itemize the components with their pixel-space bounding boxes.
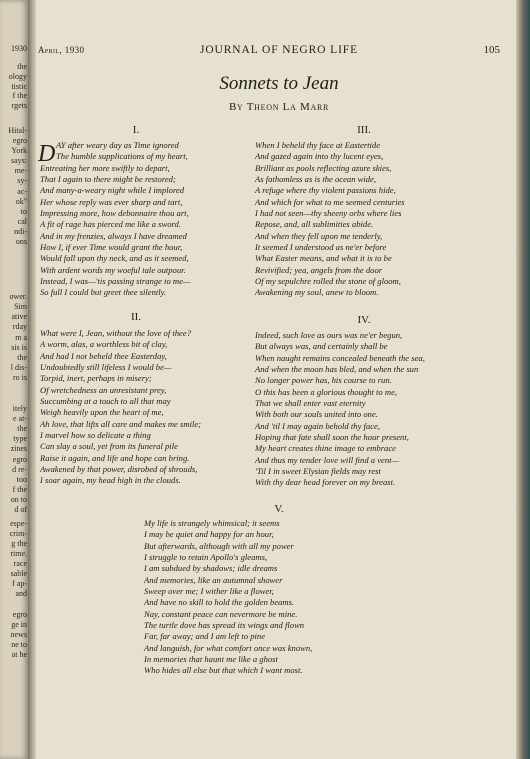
poem-line: Awakening my soul, anew to bloom. — [255, 287, 379, 298]
journal-name: JOURNAL OF NEGRO LIFE — [199, 44, 359, 56]
poem-line: And many-a-weary night while I implored — [40, 185, 185, 196]
margin-fragment: ge in — [11, 620, 27, 629]
poem-line: With ardent words my woeful tale outpour. — [40, 264, 186, 275]
adjacent-page-strip — [0, 0, 28, 759]
poem-line: And 'til I may again behold thy face, — [255, 420, 380, 431]
margin-fragment: sis is — [11, 343, 27, 352]
margin-fragment: l dis- — [10, 363, 27, 372]
margin-fragment: g the — [11, 539, 27, 548]
poem-line: Nay, constant peace can nevermore be mine. — [144, 608, 298, 619]
poem-line: A refuge where thy violent passions hide, — [255, 185, 396, 196]
sonnet-1-text — [40, 140, 191, 299]
margin-fragment: says: — [11, 156, 27, 165]
byline: By Theon La Marr — [228, 101, 330, 113]
poem-line: I had not seen—thy sheeny orbs where lies — [255, 208, 402, 219]
poem-line: Can slay a soul, yet from its funeral pile — [40, 441, 178, 452]
poem-line: And when they fell upon me tenderly, — [255, 230, 383, 241]
poem-line: With thy dear head forever on my breast. — [255, 477, 396, 488]
poem-line: A fit of rage has pierced me like a sword. — [40, 219, 181, 230]
poem-line: My life is strangely whimsical; it seems — [144, 518, 280, 528]
poem-line: How I, if ever Time would grant the hour, — [40, 242, 183, 253]
poem-line: And in my frenzies, always I have dreamed — [40, 230, 187, 241]
poem-line: Awakened by that power, disrobed of shrouds, — [40, 464, 198, 475]
sonnet-5-text — [144, 518, 312, 677]
sonnet-3-numeral: III. — [357, 124, 371, 136]
margin-fragment: espe- — [10, 519, 27, 528]
running-head — [36, 44, 522, 58]
margin-fragment: ro is — [13, 373, 27, 382]
margin-fragment: ative — [11, 312, 27, 321]
margin-fragment: Sim — [14, 302, 27, 311]
margin-fragment: Hital- — [8, 126, 27, 135]
poem-line: I may be quiet and happy for an hour, — [144, 529, 274, 540]
poem-line: And thus my tender love will find a vent— — [255, 454, 400, 465]
margin-fragment: me- — [14, 166, 27, 175]
margin-fragment: egro — [12, 610, 27, 619]
sonnet-1-numeral: I. — [132, 124, 140, 136]
poem-line: Sweep over me; I wither like a flower, — [144, 586, 274, 597]
poem-line: Instead, I was—'tis passing strange to me— — [40, 276, 191, 287]
margin-fragment: m a — [15, 333, 27, 342]
margin-fragment: f the — [12, 91, 27, 100]
poem-line: Revivified; yea, angels from the door — [255, 264, 383, 275]
sonnet-4-numeral: IV. — [357, 314, 371, 326]
poem-line: And when the moon has bled, and when the sun — [255, 364, 419, 375]
journal-page — [36, 0, 522, 759]
poem-line: Far, far away; and I am left to pine — [144, 631, 266, 642]
poem-line: And memories, like an autumnal shower — [144, 574, 283, 585]
margin-fragment: crim- — [9, 529, 27, 538]
poem-line: But always was, and certainly shall be — [255, 341, 388, 352]
margin-fragment: ons — [15, 237, 27, 246]
margin-fragment: ology — [8, 72, 27, 81]
cover-edge — [516, 0, 530, 759]
poem-line: What Easter means, and what it is to be — [255, 253, 392, 264]
poem-line: I soar again, my head high in the clouds. — [40, 475, 181, 486]
margin-fragment: 1930 — [11, 44, 27, 53]
margin-fragment: ok" — [15, 197, 27, 206]
poem-line: And have no skill to hold the golden beams. — [144, 597, 295, 608]
margin-fragment: ac- — [17, 187, 27, 196]
poem-line: The turtle dove has spread its wings and flown — [144, 620, 305, 631]
poem-line: 'Til I in sweet Elysian fields may rest — [255, 466, 381, 477]
margin-fragment: on to — [10, 495, 27, 504]
margin-fragment: ne to — [11, 640, 27, 649]
poem-line: Would fall upon thy neck, and as it seemed, — [40, 253, 189, 264]
poem-line: O this has been a glorious thought to me, — [255, 386, 398, 397]
poem-line: Of my sepulchre rolled the stone of gloom, — [255, 276, 401, 287]
margin-fragment: the — [17, 62, 27, 71]
poem-line: In memories that haunt me like a ghost — [144, 654, 278, 665]
margin-fragment: d of — [14, 505, 27, 514]
margin-fragment: race — [13, 559, 27, 568]
margin-fragment: sy- — [17, 176, 27, 185]
margin-fragment: the — [17, 424, 27, 433]
poem-line: Brilliant as pools reflecting azure skies, — [255, 162, 392, 173]
margin-fragment: ower. — [9, 292, 27, 301]
poem-line: When I beheld thy face at Eastertide — [255, 140, 381, 150]
poem-line: Entreating her more swiftly to depart, — [40, 162, 170, 173]
poem-line: Weigh heavily upon the heart of me, — [40, 407, 164, 418]
poem-line: Ah love, that lifts all care and makes me smile; — [40, 418, 202, 429]
page-number: 105 — [483, 44, 500, 56]
margin-fragment: rday — [12, 322, 27, 331]
poem-line: As fathomless as is the ocean wide, — [255, 174, 377, 185]
margin-fragment: rgets — [11, 101, 27, 110]
sonnet-2-text — [40, 328, 201, 487]
margin-fragment: e at- — [13, 414, 27, 423]
margin-fragment: d re- — [12, 465, 27, 474]
poem-line: I marvel how so delicate a thing — [40, 430, 151, 441]
margin-fragment: type — [13, 434, 27, 443]
margin-fragment: zines — [10, 444, 27, 453]
margin-fragment: at he — [11, 650, 27, 659]
margin-fragment: itely — [12, 404, 27, 413]
poem-line: The humble supplications of my heart, — [56, 151, 188, 162]
margin-fragment: the — [17, 353, 27, 362]
poem-line: Of wretchedness an unresistant prey, — [40, 384, 167, 395]
poem-line: A worm, alas, a worthless bit of clay, — [40, 339, 168, 350]
poem-line: Undoubtedly still lifeless I would be— — [40, 362, 172, 373]
poem-line: That we shall enter vast eternity — [255, 398, 366, 409]
poem-line: I am subdued by shadows; idle dreams — [144, 563, 278, 574]
poem-line: My heart creates thine image to embrace — [255, 443, 396, 454]
margin-fragment: ndi- — [14, 227, 27, 236]
sonnet-1-dropcap: D — [38, 141, 56, 167]
poem-line: Succumbing at a touch to all that may — [40, 396, 171, 407]
poem-line: Torpid, inert, perhaps in misery; — [40, 373, 152, 384]
margin-fragment: York — [11, 146, 27, 155]
poem-line: No longer power has, his course to run. — [255, 375, 392, 386]
poem-line: It seemed I understood as ne'er before — [255, 242, 387, 253]
sonnet-2-numeral: II. — [130, 311, 142, 323]
margin-fragment: egro — [12, 136, 27, 145]
poem-line: And which for what to me seemed centuries — [255, 196, 405, 207]
sonnet-5-numeral: V. — [274, 503, 284, 515]
margin-fragment: egro — [12, 455, 27, 464]
book-gutter — [28, 0, 36, 759]
margin-fragment: f ap- — [12, 579, 27, 588]
margin-fragment: cal — [17, 217, 27, 226]
margin-fragment: tistic — [11, 82, 27, 91]
margin-fragment: f the — [12, 485, 27, 494]
issue-date: April, 1930 — [38, 45, 85, 55]
poem-line: Her whose reply was ever sharp and tart, — [40, 196, 183, 207]
margin-fragment: and — [15, 589, 27, 598]
poem-line: But afterwards, although with all my power — [144, 540, 294, 551]
poem-line: I struggle to retain Apollo's gleams, — [144, 552, 268, 563]
margin-fragment: news — [10, 630, 27, 639]
margin-fragment: to — [20, 207, 27, 216]
poem-line: And languish, for what comfort once was known, — [144, 642, 313, 653]
sonnet-4-text — [255, 330, 425, 489]
poem-line: Impressing more, how debonnaire thou art, — [40, 208, 189, 219]
margin-fragment: too — [16, 475, 27, 484]
poem-line: When naught remains concealed beneath the sea, — [255, 352, 425, 363]
poem-line: Hoping that fate shall soon the hour present, — [255, 432, 409, 443]
poem-line: And gazed again into thy lucent eyes, — [255, 151, 384, 162]
poem-line: Raise it again, and life and hope can bring. — [40, 452, 190, 463]
poem-line: With both our souls united into one. — [255, 409, 378, 420]
poem-line: So full I could but greet thee silently. — [40, 287, 167, 298]
sonnet-3-text — [255, 140, 405, 299]
poem-line: That I again to there might be restored; — [40, 174, 176, 185]
margin-fragment: sable — [10, 569, 27, 578]
poem-line: Repose, and, all sublimities abide. — [255, 219, 374, 230]
poem-line: Who hides all else but that which I want most. — [144, 665, 303, 676]
poem-title: Sonnets to Jean — [219, 73, 339, 94]
poem-line: And had I not beheld thee Easterday, — [40, 350, 167, 361]
poem-line: What were I, Jean, without the love of thee? — [40, 328, 191, 338]
margin-fragment: rime. — [10, 549, 27, 558]
poem-line: Indeed, such love as ours was ne'er begun, — [255, 330, 403, 340]
poem-line: AY after weary day as Time ignored — [56, 140, 179, 150]
